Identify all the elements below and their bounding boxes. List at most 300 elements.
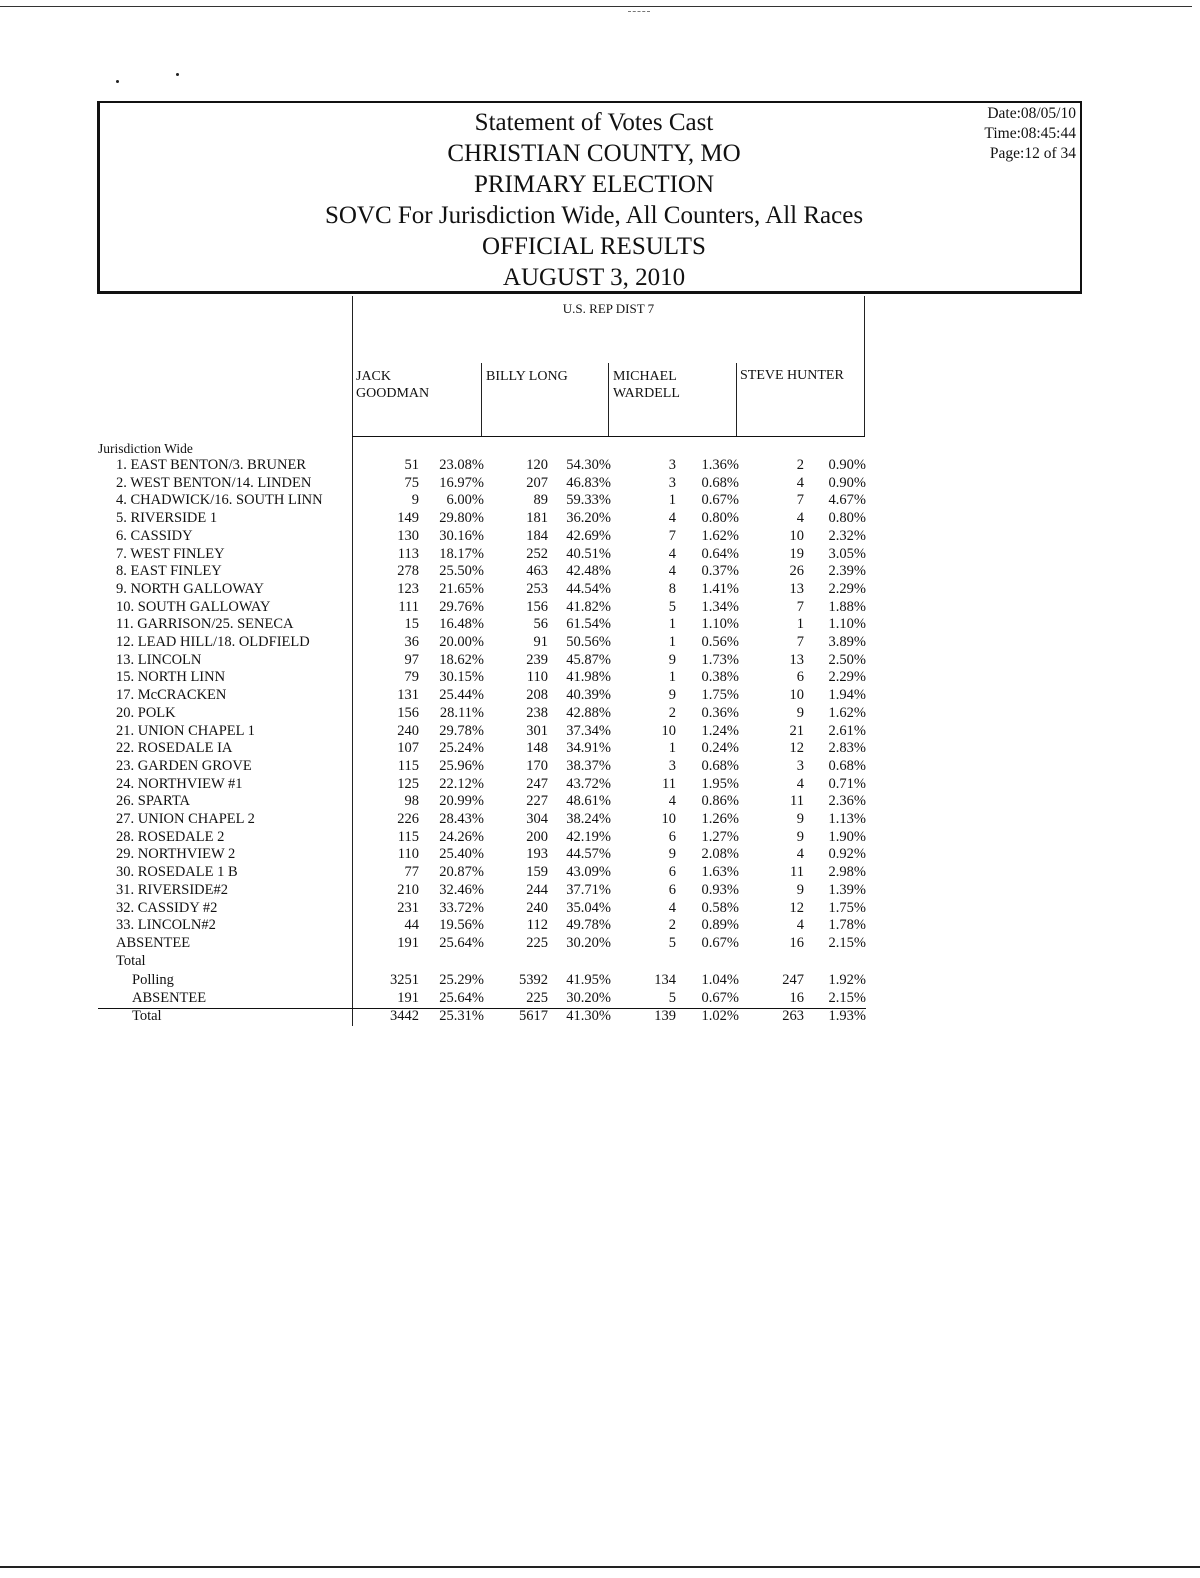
vote-percent: 44.54% bbox=[566, 580, 611, 597]
precinct-row bbox=[0, 581, 880, 599]
vote-percent: 2.32% bbox=[828, 527, 866, 544]
vote-percent: 37.71% bbox=[566, 881, 611, 898]
vote-count: 9 bbox=[411, 492, 419, 509]
header-bottom-rule bbox=[352, 436, 865, 437]
vote-count: 159 bbox=[526, 864, 548, 881]
vote-percent: 0.64% bbox=[701, 545, 739, 562]
results-status: OFFICIAL RESULTS bbox=[482, 233, 706, 260]
vote-percent: 41.95% bbox=[566, 972, 611, 989]
jurisdiction-name: 10. SOUTH GALLOWAY bbox=[116, 598, 271, 615]
vote-count: 463 bbox=[526, 563, 548, 580]
vote-percent: 1.41% bbox=[701, 580, 739, 597]
vote-percent: 0.90% bbox=[828, 457, 866, 473]
vote-count: 89 bbox=[533, 492, 548, 509]
vote-percent: 2.36% bbox=[828, 793, 866, 810]
precinct-row bbox=[0, 669, 880, 687]
vote-count: 9 bbox=[796, 828, 804, 845]
vote-percent: 45.87% bbox=[566, 651, 611, 668]
vote-count: 3 bbox=[668, 457, 676, 473]
vote-count: 1 bbox=[668, 492, 676, 509]
vote-percent: 0.38% bbox=[701, 669, 739, 686]
vote-percent: 1.88% bbox=[828, 598, 866, 615]
scan-bottom-rule bbox=[0, 1566, 1200, 1568]
precinct-row bbox=[0, 546, 880, 564]
vote-percent: 35.04% bbox=[566, 899, 611, 916]
vote-count: 6 bbox=[668, 864, 676, 881]
report-scope: SOVC For Jurisdiction Wide, All Counters, All Races bbox=[324, 202, 864, 229]
vote-count: 51 bbox=[404, 457, 419, 473]
page-number: Page:12 of 34 bbox=[989, 145, 1076, 162]
precinct-row bbox=[0, 475, 880, 493]
vote-percent: 2.08% bbox=[701, 846, 739, 863]
report-date: Date:08/05/10 bbox=[987, 105, 1076, 122]
vote-percent: 25.31% bbox=[439, 1007, 484, 1024]
vote-percent: 48.61% bbox=[566, 793, 611, 810]
jurisdiction-name: 17. McCRACKEN bbox=[116, 687, 227, 704]
vote-count: 252 bbox=[526, 545, 548, 562]
vote-count: 11 bbox=[790, 864, 804, 881]
vote-count: 16 bbox=[789, 990, 804, 1006]
total-row bbox=[0, 1008, 880, 1026]
vote-percent: 0.86% bbox=[701, 793, 739, 810]
vote-percent: 0.24% bbox=[701, 740, 739, 757]
vote-count: 304 bbox=[526, 811, 548, 827]
jurisdiction-name: 29. NORTHVIEW 2 bbox=[116, 846, 236, 863]
jurisdiction-name: 27. UNION CHAPEL 2 bbox=[116, 811, 255, 827]
vote-count: 4 bbox=[668, 510, 676, 527]
vote-count: 9 bbox=[668, 687, 676, 704]
vote-percent: 40.39% bbox=[566, 687, 611, 704]
vote-count: 4 bbox=[668, 793, 676, 810]
report-meta bbox=[984, 104, 1076, 164]
vote-count: 97 bbox=[404, 651, 419, 668]
jurisdiction-name: 2. WEST BENTON/14. LINDEN bbox=[116, 474, 312, 491]
vote-percent: 44.57% bbox=[566, 846, 611, 863]
vote-count: 247 bbox=[526, 775, 548, 792]
vote-count: 191 bbox=[397, 990, 419, 1006]
vote-percent: 30.20% bbox=[566, 990, 611, 1006]
vote-count: 225 bbox=[526, 990, 548, 1006]
vote-count: 75 bbox=[404, 474, 419, 491]
vote-count: 11 bbox=[662, 775, 676, 792]
vote-count: 5 bbox=[668, 598, 676, 615]
vote-percent: 2.15% bbox=[828, 990, 866, 1006]
vote-count: 2 bbox=[668, 704, 676, 721]
vote-percent: 25.96% bbox=[439, 757, 484, 774]
precinct-row bbox=[0, 740, 880, 758]
jurisdiction-name: 15. NORTH LINN bbox=[116, 669, 226, 686]
jurisdiction-name: 8. EAST FINLEY bbox=[116, 563, 222, 580]
vote-percent: 1.75% bbox=[828, 899, 866, 916]
vote-count: 13 bbox=[789, 580, 804, 597]
vote-percent: 1.63% bbox=[701, 864, 739, 881]
vote-count: 77 bbox=[404, 864, 419, 881]
candidate-header-long: BILLY LONG bbox=[486, 369, 568, 384]
precinct-row bbox=[0, 723, 880, 741]
vote-count: 231 bbox=[397, 899, 419, 916]
vote-count: 207 bbox=[526, 474, 548, 491]
precinct-row bbox=[0, 882, 880, 900]
report-header-box bbox=[97, 101, 1082, 294]
vote-count: 148 bbox=[526, 740, 548, 757]
vote-percent: 25.50% bbox=[439, 563, 484, 580]
vote-percent: 25.64% bbox=[439, 934, 484, 951]
vote-percent: 3.05% bbox=[828, 545, 866, 562]
jurisdiction-name: 5. RIVERSIDE 1 bbox=[116, 510, 218, 527]
vote-count: 226 bbox=[397, 811, 419, 827]
vote-count: 4 bbox=[796, 775, 804, 792]
vote-count: 191 bbox=[397, 934, 419, 951]
vote-count: 13 bbox=[789, 651, 804, 668]
jurisdiction-name: 31. RIVERSIDE#2 bbox=[116, 881, 228, 898]
total-section-label: Total bbox=[116, 952, 146, 969]
vote-percent: 28.11% bbox=[439, 704, 484, 721]
vote-count: 7 bbox=[796, 598, 804, 615]
precinct-row bbox=[0, 616, 880, 634]
vote-percent: 0.89% bbox=[701, 917, 739, 934]
jurisdiction-name: 26. SPARTA bbox=[116, 793, 190, 810]
vote-percent: 29.78% bbox=[439, 722, 484, 739]
vote-count: 115 bbox=[397, 828, 419, 845]
vote-count: 125 bbox=[397, 775, 419, 792]
vote-count: 6 bbox=[796, 669, 804, 686]
vote-count: 253 bbox=[526, 580, 548, 597]
scan-mark bbox=[628, 11, 650, 12]
vote-percent: 16.48% bbox=[439, 616, 484, 633]
vote-percent: 2.50% bbox=[828, 651, 866, 668]
vote-count: 4 bbox=[668, 545, 676, 562]
vote-count: 12 bbox=[789, 740, 804, 757]
vote-percent: 38.24% bbox=[566, 811, 611, 827]
precinct-row bbox=[0, 864, 880, 882]
vote-percent: 30.16% bbox=[439, 527, 484, 544]
vote-percent: 2.29% bbox=[828, 580, 866, 597]
vote-count: 56 bbox=[533, 616, 548, 633]
report-title-block bbox=[100, 107, 1088, 293]
vote-count: 225 bbox=[526, 934, 548, 951]
vote-count: 239 bbox=[526, 651, 548, 668]
precinct-row bbox=[0, 510, 880, 528]
jurisdiction-name: ABSENTEE bbox=[132, 990, 207, 1006]
vote-count: 111 bbox=[398, 598, 419, 615]
column-divider bbox=[481, 363, 482, 436]
jurisdiction-name: ABSENTEE bbox=[116, 934, 191, 951]
vote-count: 181 bbox=[526, 510, 548, 527]
jurisdiction-name: 33. LINCOLN#2 bbox=[116, 917, 216, 934]
jurisdiction-name: 6. CASSIDY bbox=[116, 527, 193, 544]
vote-percent: 23.08% bbox=[439, 457, 484, 473]
vote-percent: 61.54% bbox=[566, 616, 611, 633]
vote-count: 79 bbox=[404, 669, 419, 686]
vote-percent: 0.67% bbox=[701, 934, 739, 951]
precinct-row bbox=[0, 935, 880, 953]
vote-count: 21 bbox=[789, 722, 804, 739]
vote-count: 9 bbox=[796, 811, 804, 827]
vote-percent: 40.51% bbox=[566, 545, 611, 562]
vote-percent: 25.40% bbox=[439, 846, 484, 863]
vote-count: 301 bbox=[526, 722, 548, 739]
report-title: Statement of Votes Cast bbox=[474, 109, 714, 136]
vote-percent: 1.26% bbox=[701, 811, 739, 827]
vote-count: 3 bbox=[796, 757, 804, 774]
vote-count: 200 bbox=[526, 828, 548, 845]
vote-percent: 42.88% bbox=[566, 704, 611, 721]
vote-count: 156 bbox=[397, 704, 419, 721]
vote-count: 7 bbox=[668, 527, 676, 544]
vote-percent: 0.92% bbox=[828, 846, 866, 863]
vote-percent: 2.15% bbox=[828, 934, 866, 951]
vote-count: 10 bbox=[789, 527, 804, 544]
vote-percent: 18.62% bbox=[439, 651, 484, 668]
vote-percent: 0.67% bbox=[701, 990, 739, 1006]
vote-count: 9 bbox=[668, 846, 676, 863]
vote-percent: 32.46% bbox=[439, 881, 484, 898]
vote-count: 1 bbox=[668, 669, 676, 686]
vote-percent: 1.93% bbox=[828, 1007, 866, 1024]
jurisdiction-name: 7. WEST FINLEY bbox=[116, 545, 225, 562]
vote-count: 8 bbox=[668, 580, 676, 597]
vote-percent: 1.36% bbox=[701, 457, 739, 473]
vote-percent: 0.56% bbox=[701, 634, 739, 650]
vote-percent: 25.24% bbox=[439, 740, 484, 757]
vote-count: 26 bbox=[789, 563, 804, 580]
vote-count: 184 bbox=[526, 527, 548, 544]
precinct-row bbox=[0, 758, 880, 776]
jurisdiction-name: 21. UNION CHAPEL 1 bbox=[116, 722, 255, 739]
vote-percent: 2.98% bbox=[828, 864, 866, 881]
vote-count: 170 bbox=[526, 757, 548, 774]
jurisdiction-name: 11. GARRISON/25. SENECA bbox=[116, 616, 294, 633]
vote-percent: 1.13% bbox=[828, 811, 866, 827]
vote-count: 10 bbox=[661, 722, 676, 739]
vote-percent: 41.82% bbox=[566, 598, 611, 615]
vote-count: 4 bbox=[668, 563, 676, 580]
jurisdiction-name: 22. ROSEDALE IA bbox=[116, 740, 233, 757]
vote-percent: 42.48% bbox=[566, 563, 611, 580]
vote-percent: 24.26% bbox=[439, 828, 484, 845]
vote-count: 9 bbox=[668, 651, 676, 668]
vote-count: 227 bbox=[526, 793, 548, 810]
vote-count: 4 bbox=[796, 474, 804, 491]
vote-percent: 0.71% bbox=[828, 775, 866, 792]
vote-percent: 1.39% bbox=[828, 881, 866, 898]
vote-count: 6 bbox=[668, 828, 676, 845]
vote-count: 278 bbox=[397, 563, 419, 580]
vote-count: 1 bbox=[668, 634, 676, 650]
column-divider bbox=[608, 363, 609, 436]
vote-percent: 30.20% bbox=[566, 934, 611, 951]
vote-count: 263 bbox=[782, 1007, 804, 1024]
vote-count: 156 bbox=[526, 598, 548, 615]
scan-top-rule bbox=[0, 6, 1192, 7]
precinct-row bbox=[0, 687, 880, 705]
vote-percent: 37.34% bbox=[566, 722, 611, 739]
precinct-row bbox=[0, 563, 880, 581]
vote-count: 113 bbox=[397, 545, 419, 562]
vote-percent: 20.00% bbox=[439, 634, 484, 650]
vote-percent: 0.68% bbox=[701, 757, 739, 774]
vote-percent: 0.90% bbox=[828, 474, 866, 491]
vote-percent: 25.29% bbox=[439, 972, 484, 989]
precinct-row bbox=[0, 776, 880, 794]
vote-count: 3 bbox=[668, 757, 676, 774]
vote-percent: 0.67% bbox=[701, 492, 739, 509]
vote-percent: 50.56% bbox=[566, 634, 611, 650]
vote-percent: 42.19% bbox=[566, 828, 611, 845]
vote-count: 130 bbox=[397, 527, 419, 544]
column-divider bbox=[864, 296, 865, 436]
vote-percent: 49.78% bbox=[566, 917, 611, 934]
election-name: PRIMARY ELECTION bbox=[473, 171, 715, 198]
precinct-row bbox=[0, 793, 880, 811]
vote-count: 3251 bbox=[390, 972, 419, 989]
vote-count: 44 bbox=[404, 917, 419, 934]
precinct-row bbox=[0, 900, 880, 918]
jurisdiction-name: 30. ROSEDALE 1 B bbox=[116, 864, 238, 881]
vote-count: 1 bbox=[668, 616, 676, 633]
vote-percent: 59.33% bbox=[566, 492, 611, 509]
vote-count: 123 bbox=[397, 580, 419, 597]
vote-percent: 20.99% bbox=[439, 793, 484, 810]
vote-count: 208 bbox=[526, 687, 548, 704]
precinct-row bbox=[0, 634, 880, 652]
jurisdiction-name: 9. NORTH GALLOWAY bbox=[116, 580, 265, 597]
election-date: AUGUST 3, 2010 bbox=[502, 264, 686, 291]
vote-percent: 22.12% bbox=[439, 775, 484, 792]
vote-percent: 25.64% bbox=[439, 990, 484, 1006]
vote-percent: 41.98% bbox=[566, 669, 611, 686]
vote-percent: 1.02% bbox=[701, 1007, 739, 1024]
vote-count: 120 bbox=[526, 457, 548, 473]
vote-percent: 34.91% bbox=[566, 740, 611, 757]
vote-percent: 0.36% bbox=[701, 704, 739, 721]
jurisdiction-name: 24. NORTHVIEW #1 bbox=[116, 775, 243, 792]
vote-count: 110 bbox=[397, 846, 419, 863]
jurisdiction-name: 1. EAST BENTON/3. BRUNER bbox=[116, 457, 306, 473]
precinct-row bbox=[0, 528, 880, 546]
vote-percent: 1.78% bbox=[828, 917, 866, 934]
vote-percent: 1.62% bbox=[828, 704, 866, 721]
precinct-row bbox=[0, 705, 880, 723]
vote-count: 3 bbox=[668, 474, 676, 491]
vote-count: 91 bbox=[533, 634, 548, 650]
vote-count: 1 bbox=[668, 740, 676, 757]
vote-percent: 16.97% bbox=[439, 474, 484, 491]
vote-percent: 1.04% bbox=[701, 972, 739, 989]
vote-count: 5 bbox=[668, 990, 676, 1006]
vote-count: 16 bbox=[789, 934, 804, 951]
total-row bbox=[0, 972, 880, 990]
vote-count: 7 bbox=[796, 492, 804, 509]
vote-percent: 43.09% bbox=[566, 864, 611, 881]
vote-percent: 1.94% bbox=[828, 687, 866, 704]
vote-percent: 0.93% bbox=[701, 881, 739, 898]
vote-count: 6 bbox=[668, 881, 676, 898]
scan-speck bbox=[176, 73, 179, 76]
vote-count: 139 bbox=[654, 1007, 676, 1024]
vote-count: 5392 bbox=[519, 972, 548, 989]
vote-percent: 2.39% bbox=[828, 563, 866, 580]
vote-count: 149 bbox=[397, 510, 419, 527]
vote-percent: 0.58% bbox=[701, 899, 739, 916]
vote-count: 15 bbox=[404, 616, 419, 633]
vote-percent: 1.27% bbox=[701, 828, 739, 845]
vote-count: 5617 bbox=[519, 1007, 548, 1024]
vote-percent: 0.68% bbox=[828, 757, 866, 774]
vote-percent: 0.68% bbox=[701, 474, 739, 491]
vote-percent: 46.83% bbox=[566, 474, 611, 491]
vote-percent: 1.10% bbox=[828, 616, 866, 633]
vote-percent: 41.30% bbox=[566, 1007, 611, 1024]
vote-percent: 0.80% bbox=[701, 510, 739, 527]
vote-percent: 1.90% bbox=[828, 828, 866, 845]
vote-count: 4 bbox=[668, 899, 676, 916]
vote-count: 10 bbox=[661, 811, 676, 827]
vote-count: 193 bbox=[526, 846, 548, 863]
vote-count: 2 bbox=[796, 457, 804, 473]
grand-total-rule bbox=[98, 1008, 866, 1009]
vote-count: 98 bbox=[404, 793, 419, 810]
jurisdiction-name: Total bbox=[132, 1007, 162, 1024]
vote-percent: 25.44% bbox=[439, 687, 484, 704]
vote-count: 4 bbox=[796, 917, 804, 934]
column-divider bbox=[736, 363, 737, 436]
vote-count: 210 bbox=[397, 881, 419, 898]
vote-count: 4 bbox=[796, 846, 804, 863]
precinct-row bbox=[0, 599, 880, 617]
vote-percent: 1.92% bbox=[828, 972, 866, 989]
vote-count: 240 bbox=[526, 899, 548, 916]
vote-percent: 1.34% bbox=[701, 598, 739, 615]
vote-count: 1 bbox=[796, 616, 804, 633]
precinct-row bbox=[0, 811, 880, 829]
vote-count: 107 bbox=[397, 740, 419, 757]
jurisdiction-name: 13. LINCOLN bbox=[116, 651, 202, 668]
vote-percent: 43.72% bbox=[566, 775, 611, 792]
vote-percent: 4.67% bbox=[828, 492, 866, 509]
vote-count: 36 bbox=[404, 634, 419, 650]
vote-percent: 1.10% bbox=[701, 616, 739, 633]
vote-count: 131 bbox=[397, 687, 419, 704]
vote-percent: 21.65% bbox=[439, 580, 484, 597]
vote-count: 9 bbox=[796, 704, 804, 721]
jurisdiction-name: 23. GARDEN GROVE bbox=[116, 757, 252, 774]
precinct-row bbox=[0, 652, 880, 670]
vote-percent: 0.37% bbox=[701, 563, 739, 580]
vote-percent: 20.87% bbox=[439, 864, 484, 881]
total-row bbox=[0, 990, 880, 1008]
vote-percent: 18.17% bbox=[439, 545, 484, 562]
vote-percent: 1.62% bbox=[701, 527, 739, 544]
vote-count: 247 bbox=[782, 972, 804, 989]
precinct-row bbox=[0, 457, 880, 475]
jurisdiction-name: 28. ROSEDALE 2 bbox=[116, 828, 225, 845]
vote-percent: 30.15% bbox=[439, 669, 484, 686]
vote-percent: 29.76% bbox=[439, 598, 484, 615]
vote-count: 244 bbox=[526, 881, 548, 898]
race-title: U.S. REP DIST 7 bbox=[562, 301, 655, 316]
vote-count: 19 bbox=[789, 545, 804, 562]
candidate-header-goodman: JACK GOODMAN bbox=[356, 369, 430, 401]
candidate-header-hunter: STEVE HUNTER bbox=[740, 368, 844, 383]
vote-count: 238 bbox=[526, 704, 548, 721]
vote-percent: 36.20% bbox=[566, 510, 611, 527]
section-label: Jurisdiction Wide bbox=[98, 441, 193, 456]
vote-count: 7 bbox=[796, 634, 804, 650]
jurisdiction-name: 4. CHADWICK/16. SOUTH LINN bbox=[116, 492, 323, 509]
vote-percent: 33.72% bbox=[439, 899, 484, 916]
vote-percent: 54.30% bbox=[566, 457, 611, 473]
